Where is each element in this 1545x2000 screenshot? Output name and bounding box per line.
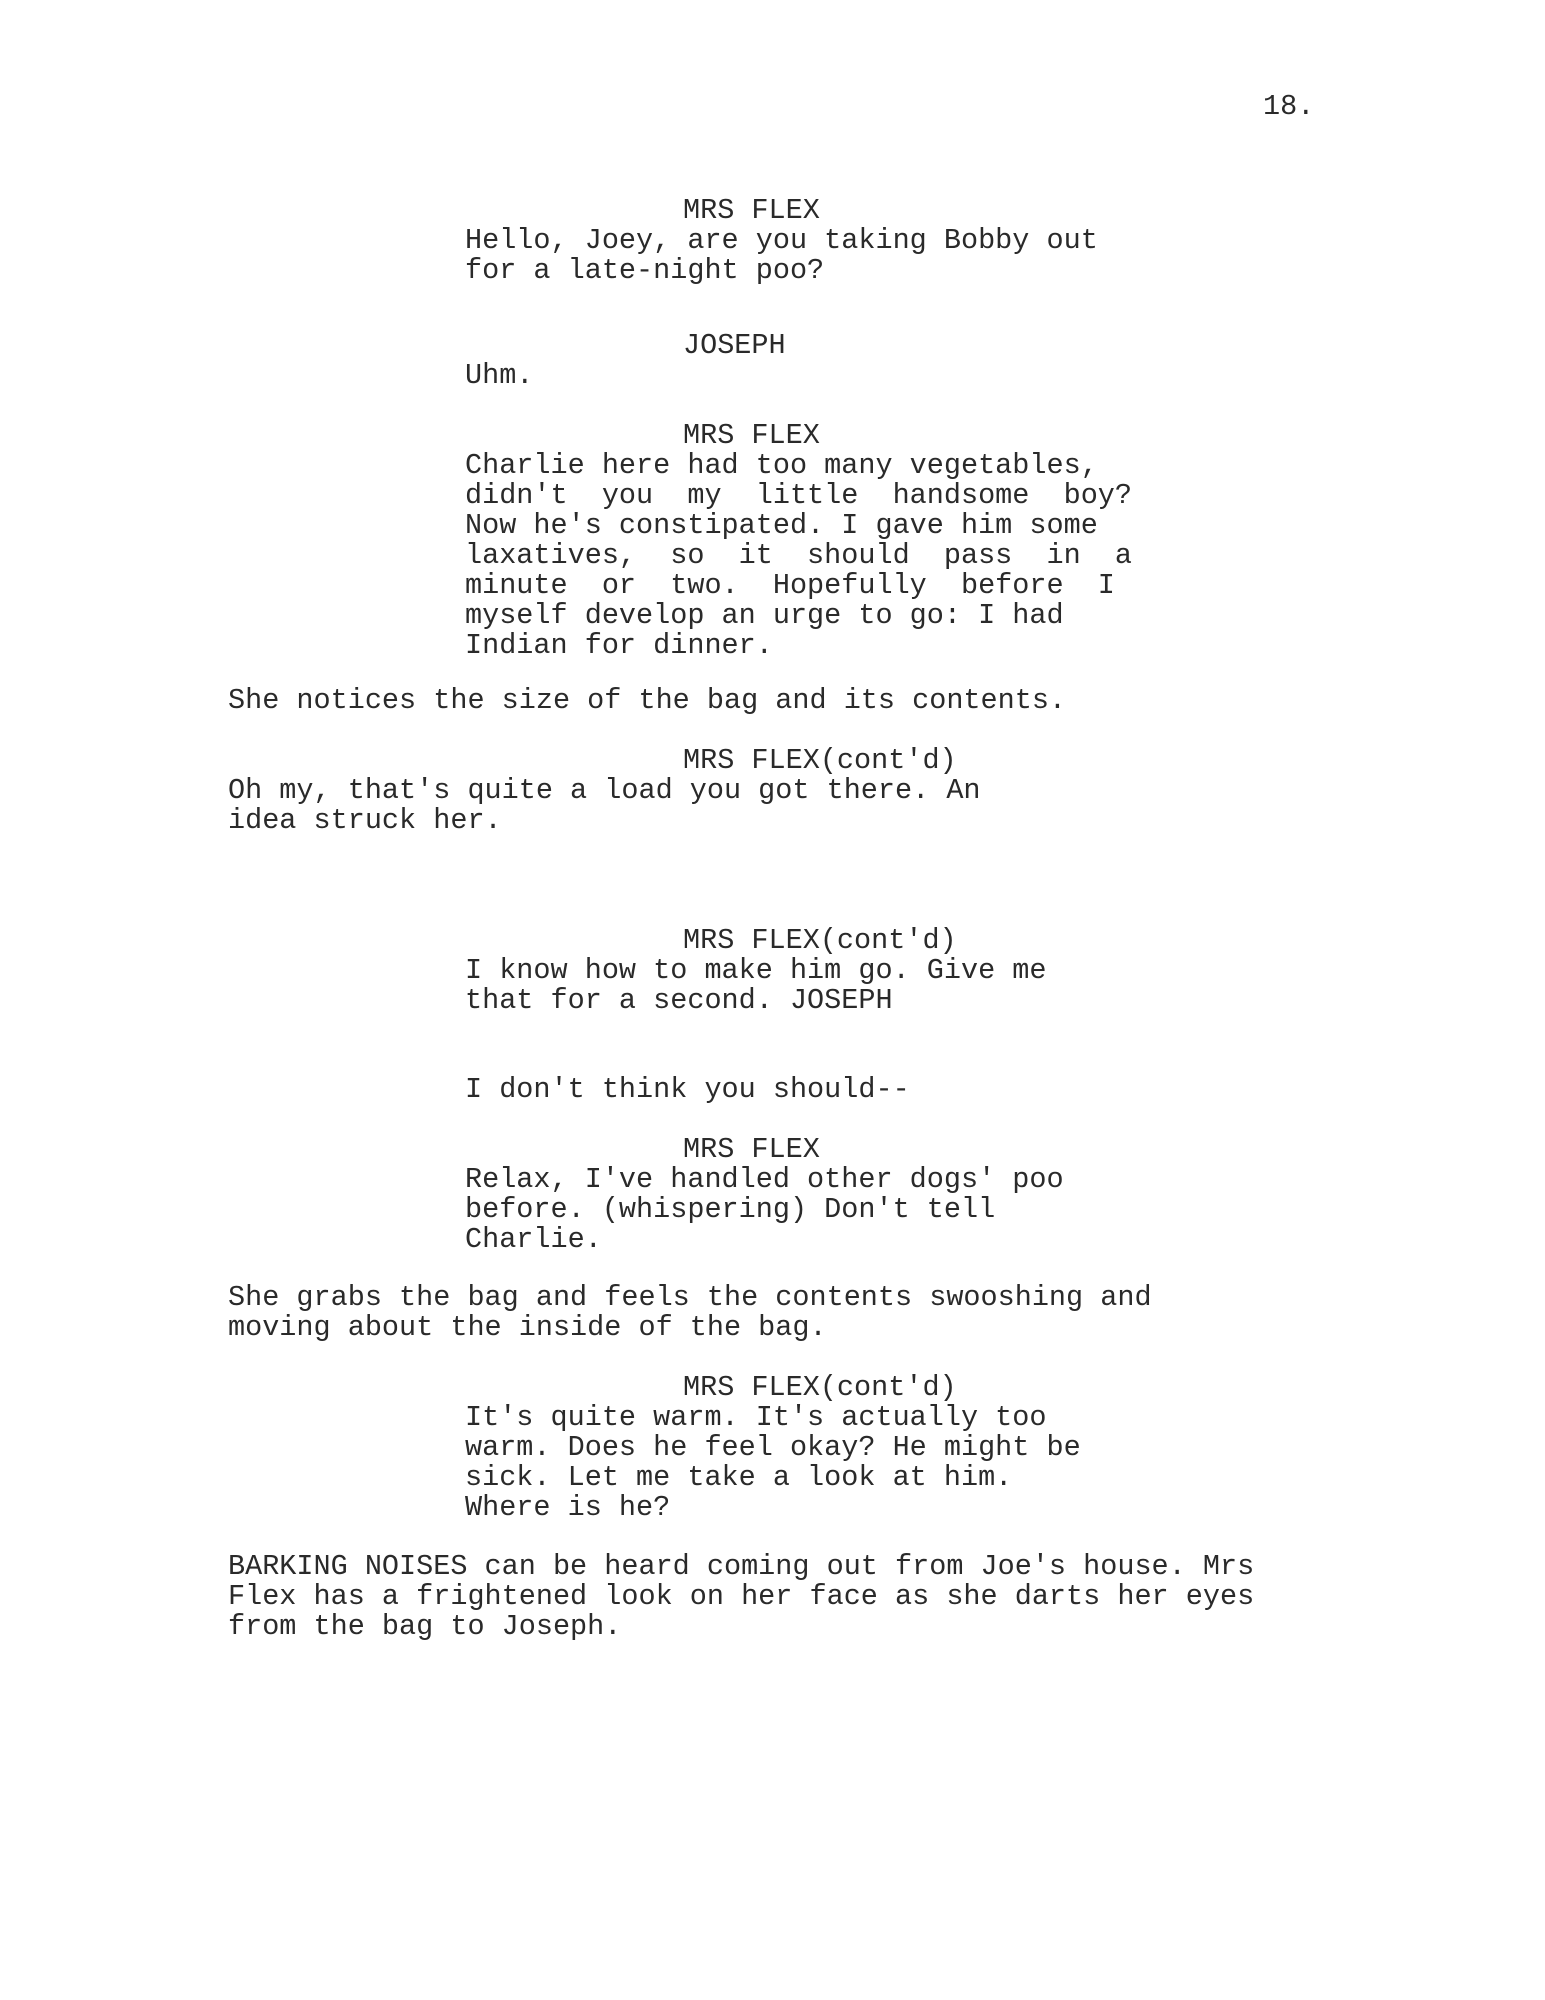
script-line: MRS FLEX: [683, 194, 820, 227]
dialogue-block: [465, 1403, 1081, 1523]
character-cue: [683, 1135, 820, 1165]
script-line: Charlie here had too many vegetables,: [465, 449, 1098, 482]
dialogue-block: [465, 1165, 1064, 1255]
script-line: I don't think you should--: [465, 1073, 910, 1106]
dialogue-block: [465, 956, 1047, 1016]
script-line: sick. Let me take a look at him.: [465, 1461, 1013, 1494]
action-block: [228, 686, 1066, 716]
script-line: moving about the inside of the bag.: [228, 1311, 827, 1344]
script-line: MRS FLEX: [683, 419, 820, 452]
script-line: I know how to make him go. Give me: [465, 954, 1047, 987]
dialogue-block: [465, 226, 1098, 286]
script-line: idea struck her.: [228, 804, 502, 837]
character-cue: [683, 746, 957, 776]
script-line: myself develop an urge to go: I had: [465, 599, 1064, 632]
script-line: It's quite warm. It's actually too: [465, 1401, 1047, 1434]
dialogue-block: [465, 1075, 910, 1105]
character-cue: [683, 926, 957, 956]
character-cue: [683, 421, 820, 451]
script-line: JOSEPH: [683, 329, 786, 362]
action-block: [228, 776, 981, 836]
script-line: Uhm.: [465, 359, 534, 392]
script-line: didn't you my little handsome boy?: [465, 479, 1133, 512]
script-line: MRS FLEX: [683, 1133, 820, 1166]
script-line: Charlie.: [465, 1223, 602, 1256]
script-line: that for a second. JOSEPH: [465, 984, 893, 1017]
script-line: laxatives, so it should pass in a: [465, 539, 1133, 572]
script-line: warm. Does he feel okay? He might be: [465, 1431, 1081, 1464]
script-line: MRS FLEX(cont'd): [683, 1371, 957, 1404]
action-block: [228, 1283, 1152, 1343]
script-line: She notices the size of the bag and its contents.: [228, 684, 1067, 717]
script-line: before. (whispering) Don't tell: [465, 1193, 996, 1226]
script-line: MRS FLEX(cont'd): [683, 924, 957, 957]
dialogue-block: [465, 451, 1132, 661]
script-line: for a late-night poo?: [465, 254, 825, 287]
script-line: Now he's constipated. I gave him some: [465, 509, 1098, 542]
script-line: She grabs the bag and feels the contents swooshing and: [228, 1281, 1152, 1314]
dialogue-block: [465, 361, 533, 391]
character-cue: [683, 331, 786, 361]
script-line: BARKING NOISES can be heard coming out from Joe's house. Mrs: [228, 1550, 1255, 1583]
character-cue: [683, 1373, 957, 1403]
action-block: [228, 1552, 1254, 1642]
script-line: minute or two. Hopefully before I: [465, 569, 1115, 602]
character-cue: [683, 196, 820, 226]
script-line: Flex has a frightened look on her face as she darts her eyes: [228, 1580, 1255, 1613]
page-number: 18.: [1263, 90, 1315, 123]
script-line: Where is he?: [465, 1491, 671, 1524]
script-line: from the bag to Joseph.: [228, 1610, 622, 1643]
script-line: MRS FLEX(cont'd): [683, 744, 957, 777]
script-line: Oh my, that's quite a load you got there. An: [228, 774, 981, 807]
script-line: Relax, I've handled other dogs' poo: [465, 1163, 1064, 1196]
script-line: Indian for dinner.: [465, 629, 773, 662]
script-line: Hello, Joey, are you taking Bobby out: [465, 224, 1098, 257]
